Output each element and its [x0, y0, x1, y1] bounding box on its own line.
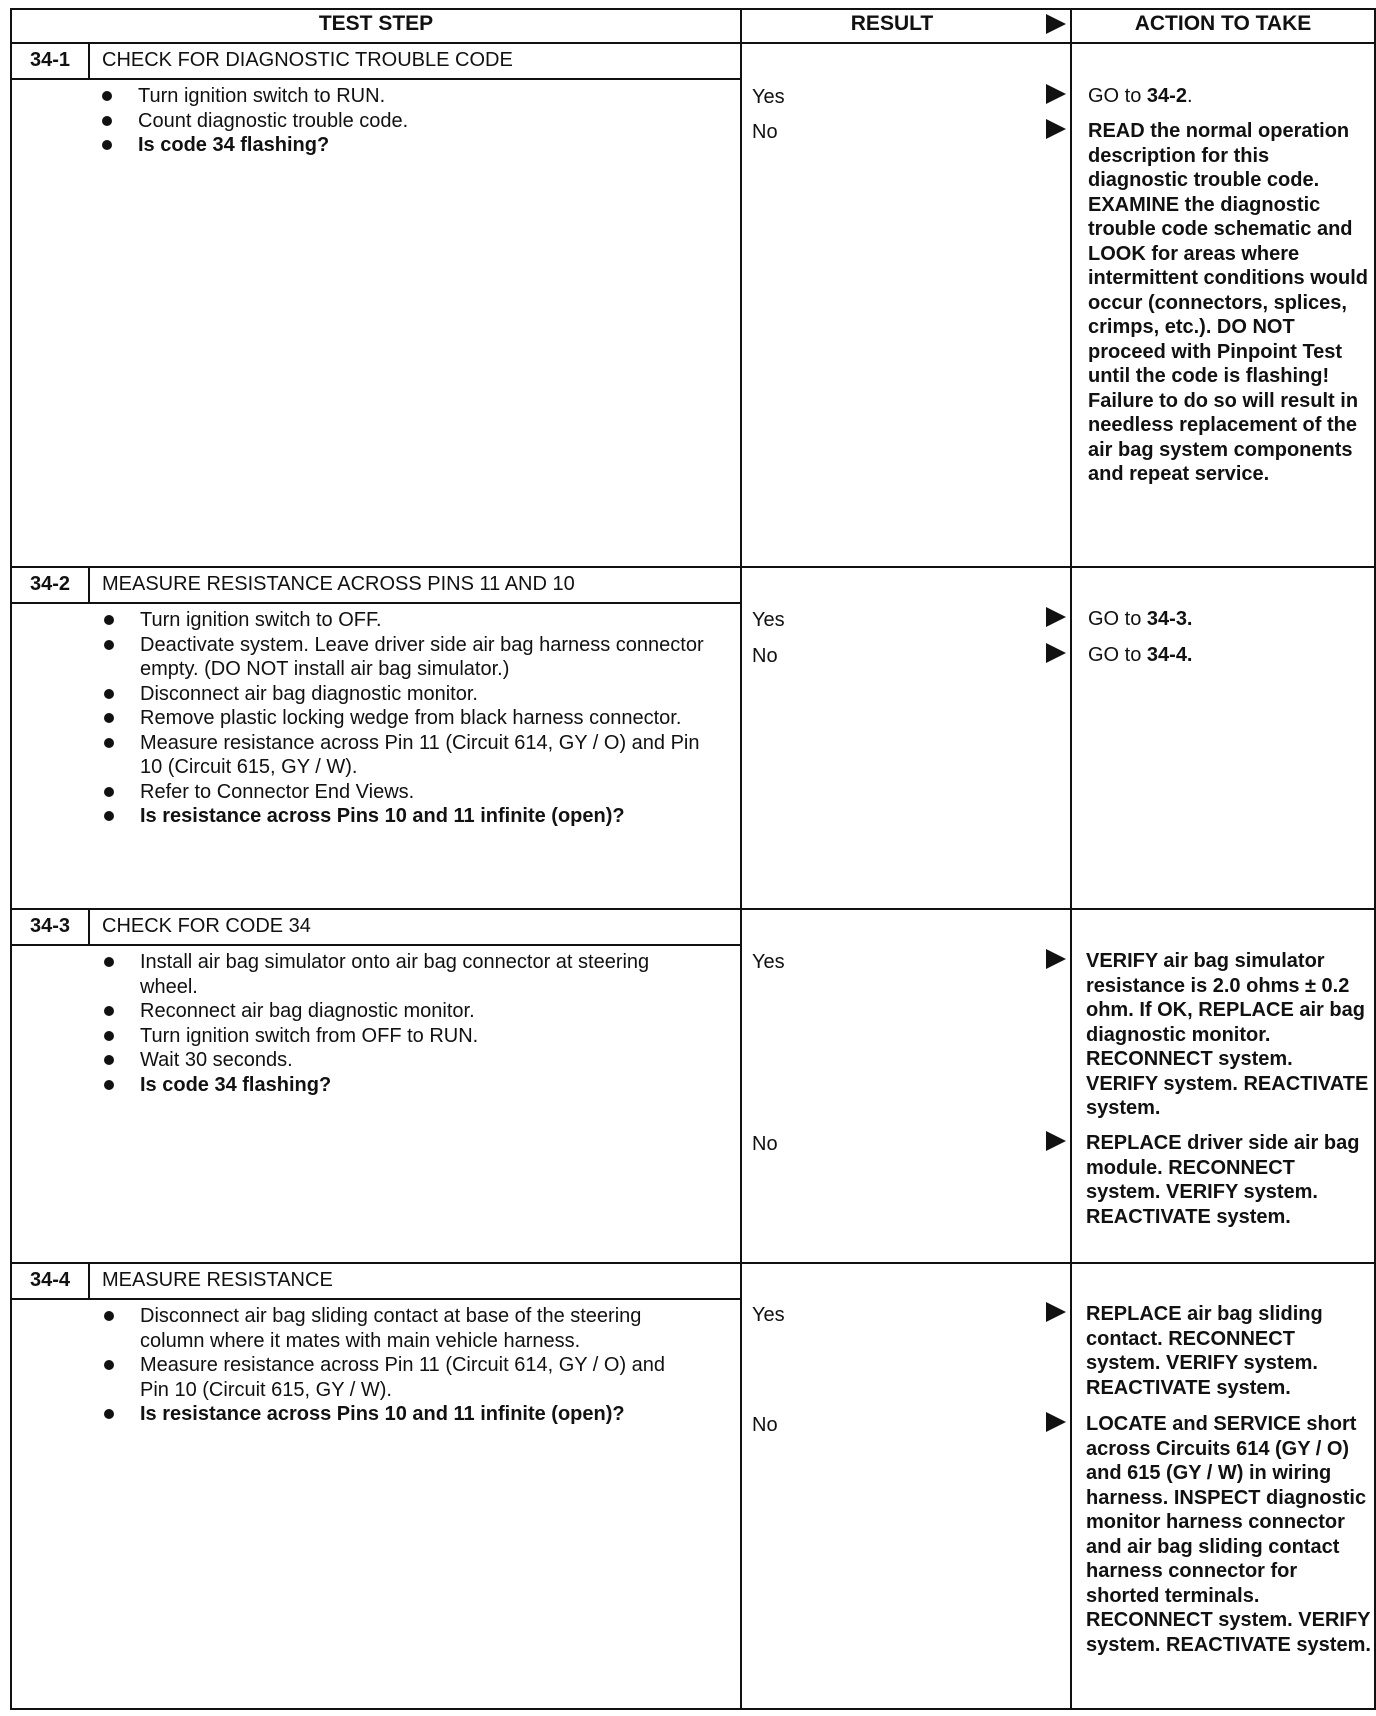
list-item: Turn ignition switch to RUN.	[92, 84, 732, 109]
number-divider	[88, 42, 90, 78]
header-action: ACTION TO TAKE	[1134, 12, 1312, 35]
step-instructions	[94, 950, 694, 1097]
step-title: CHECK FOR CODE 34	[102, 915, 311, 937]
title-rule	[10, 602, 740, 604]
row-rule	[10, 908, 1376, 910]
list-item: Disconnect air bag diagnostic monitor.	[94, 682, 714, 707]
list-item: Remove plastic locking wedge from black harness connector.	[94, 706, 714, 731]
result-no: No	[752, 1414, 778, 1436]
step-title: MEASURE RESISTANCE	[102, 1269, 333, 1291]
action-text: GO to 34-3.	[1088, 608, 1193, 630]
result-no: No	[752, 645, 778, 667]
list-item: Measure resistance across Pin 11 (Circuit 614, GY / O) and Pin 10 (Circuit 615, GY / W).	[94, 731, 714, 780]
step-instructions	[94, 1304, 694, 1427]
row-rule	[10, 566, 1376, 568]
list-item: Turn ignition switch to OFF.	[94, 608, 714, 633]
arrow-icon	[1046, 1131, 1066, 1151]
action-text: LOCATE and SERVICE short across Circuits 614 (GY / O) and 615 (GY / W) in wiring harness. INSPECT diagnostic monitor harness connector and air bag sliding contact harness connector for shorted terminals. RECONNECT system. VERIFY system. REACTIVATE system.	[1086, 1413, 1371, 1656]
arrow-icon	[1046, 1302, 1066, 1322]
row-rule	[10, 1262, 1376, 1264]
action-text: REPLACE air bag sliding contact. RECONNECT system. VERIFY system. REACTIVATE system.	[1086, 1303, 1323, 1399]
step-number: 34-2	[29, 573, 71, 595]
list-item: Measure resistance across Pin 11 (Circuit 614, GY / O) and Pin 10 (Circuit 615, GY / W).	[94, 1353, 694, 1402]
list-item: Reconnect air bag diagnostic monitor.	[94, 999, 694, 1024]
title-rule	[10, 944, 740, 946]
table-border-left	[10, 8, 12, 1710]
number-divider	[88, 908, 90, 944]
column-divider-action	[1070, 8, 1072, 1710]
list-item: Turn ignition switch from OFF to RUN.	[94, 1024, 694, 1049]
result-no: No	[752, 121, 778, 143]
list-item: Count diagnostic trouble code.	[92, 109, 732, 134]
action-text: READ the normal operation description for this diagnostic trouble code. EXAMINE the diagnostic trouble code schematic and LOOK for areas where intermittent conditions would occur (connectors, splices, crimps, etc.). DO NOT proceed with Pinpoint Test until the code is flashing! Failure to do so will result in needless replacement of the air bag system components and repeat service.	[1088, 120, 1368, 485]
list-item: Deactivate system. Leave driver side air bag harness connector empty. (DO NOT install air bag simulator.)	[94, 633, 714, 682]
step-instructions	[92, 84, 732, 158]
action-text: REPLACE driver side air bag module. RECONNECT system. VERIFY system. REACTIVATE system.	[1086, 1132, 1360, 1228]
step-number: 34-1	[29, 49, 71, 71]
action-text: GO to 34-4.	[1088, 644, 1193, 666]
arrow-icon	[1046, 119, 1066, 139]
number-divider	[88, 566, 90, 602]
step-question: Is code 34 flashing?	[92, 133, 732, 158]
arrow-icon	[1046, 607, 1066, 627]
list-item: Refer to Connector End Views.	[94, 780, 714, 805]
list-item: Wait 30 seconds.	[94, 1048, 694, 1073]
step-instructions	[94, 608, 714, 829]
action-text: GO to 34-2.	[1088, 85, 1193, 107]
list-item: Install air bag simulator onto air bag connector at steering wheel.	[94, 950, 694, 999]
title-rule	[10, 78, 740, 80]
header-result: RESULT	[850, 12, 934, 35]
result-yes: Yes	[752, 951, 785, 973]
step-question: Is code 34 flashing?	[94, 1073, 694, 1098]
result-yes: Yes	[752, 609, 785, 631]
result-yes: Yes	[752, 1304, 785, 1326]
step-question: Is resistance across Pins 10 and 11 infinite (open)?	[94, 1402, 694, 1427]
result-yes: Yes	[752, 86, 785, 108]
header-rule	[10, 42, 1376, 44]
action-text: VERIFY air bag simulator resistance is 2.0 ohms ± 0.2 ohm. If OK, REPLACE air bag diagnostic monitor. RECONNECT system. VERIFY system. REACTIVATE system.	[1086, 950, 1369, 1119]
result-no: No	[752, 1133, 778, 1155]
header-test-step: TEST STEP	[318, 12, 434, 35]
title-rule	[10, 1298, 740, 1300]
step-question: Is resistance across Pins 10 and 11 infinite (open)?	[94, 804, 714, 829]
arrow-icon	[1046, 1412, 1066, 1432]
step-number: 34-4	[29, 1269, 71, 1291]
arrow-icon	[1046, 643, 1066, 663]
number-divider	[88, 1262, 90, 1298]
header-arrow-icon	[1046, 14, 1066, 34]
arrow-icon	[1046, 949, 1066, 969]
arrow-icon	[1046, 84, 1066, 104]
step-number: 34-3	[29, 915, 71, 937]
step-title: CHECK FOR DIAGNOSTIC TROUBLE CODE	[102, 49, 513, 71]
step-title: MEASURE RESISTANCE ACROSS PINS 11 AND 10	[102, 573, 575, 595]
table-border-bottom	[10, 1708, 1376, 1710]
list-item: Disconnect air bag sliding contact at base of the steering column where it mates with main vehicle harness.	[94, 1304, 694, 1353]
column-divider-result	[740, 8, 742, 1710]
